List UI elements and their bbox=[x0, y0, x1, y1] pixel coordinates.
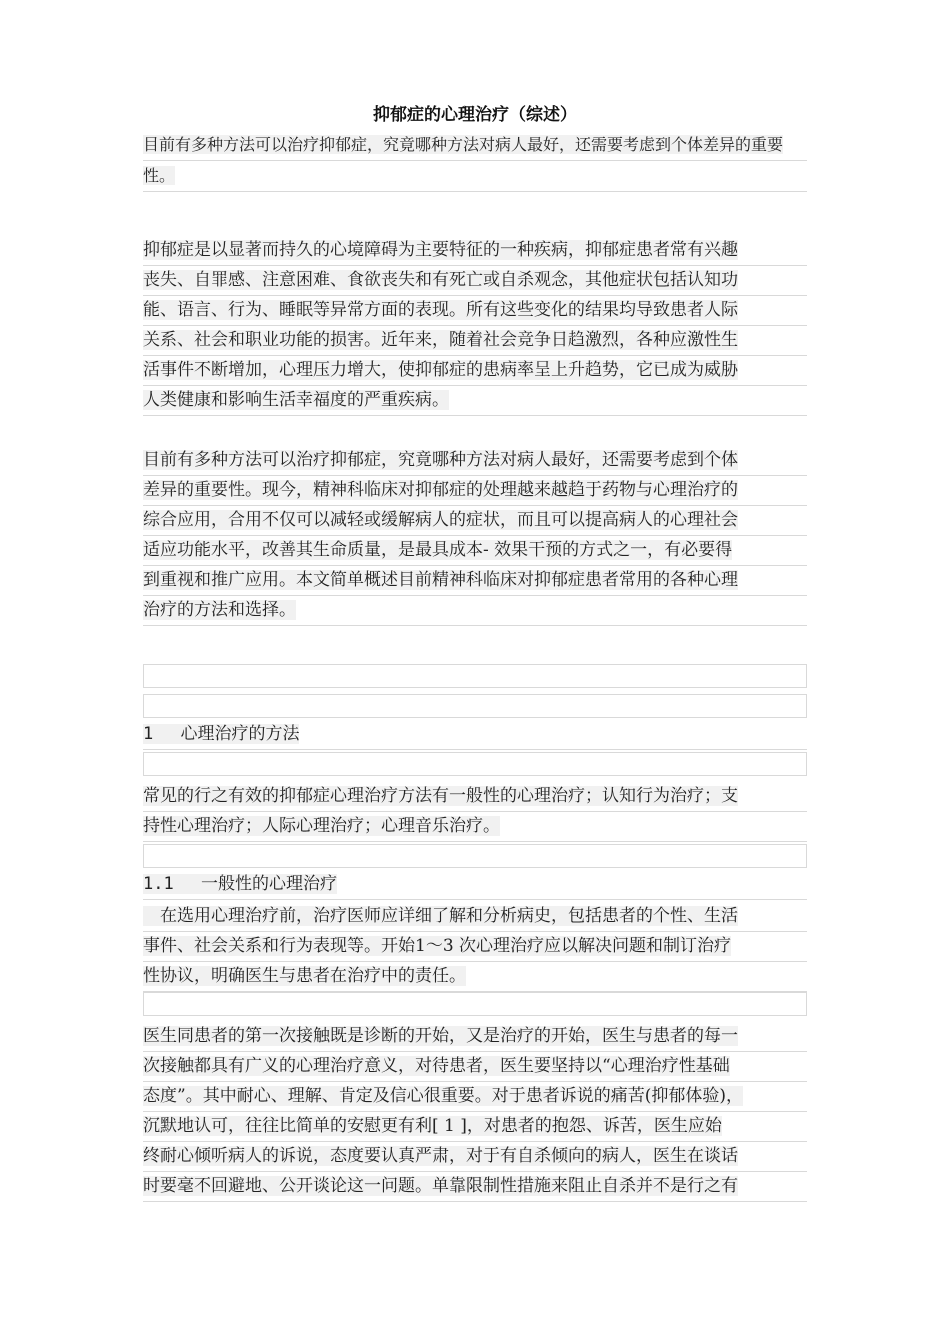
intro-paragraph bbox=[143, 130, 807, 192]
paragraph-line: 性协议，明确医生与患者在治疗中的责任。 bbox=[143, 962, 807, 992]
empty-row bbox=[143, 752, 807, 776]
section-1-1 bbox=[143, 870, 807, 900]
paragraph-line: 沉默地认可，往往比简单的安慰更有利[ 1 ]，对患者的抱怨、诉苦，医生应始 bbox=[143, 1112, 807, 1142]
paragraph-line: 治疗的方法和选择。 bbox=[143, 596, 807, 626]
empty-row bbox=[143, 664, 807, 688]
paragraph-line: 抑郁症是以显著而持久的心境障碍为主要特征的一种疾病，抑郁症患者常有兴趣 bbox=[143, 236, 807, 266]
document-title: 抑郁症的心理治疗（综述） bbox=[373, 105, 577, 125]
paragraph-line: 活事件不断增加，心理压力增大，使抑郁症的患病率呈上升趋势，它已成为威胁 bbox=[143, 356, 807, 386]
paragraph-1 bbox=[143, 236, 807, 416]
paragraph-line: 适应功能水平，改善其生命质量，是最具成本- 效果干预的方式之一，有必要得 bbox=[143, 536, 807, 566]
paragraph-line: 到重视和推广应用。本文简单概述目前精神科临床对抑郁症患者常用的各种心理 bbox=[143, 566, 807, 596]
paragraph-3 bbox=[143, 782, 807, 842]
paragraph-line: 目前有多种方法可以治疗抑郁症，究竟哪种方法对病人最好，还需要考虑到个体 bbox=[143, 446, 807, 476]
paragraph-line: 医生同患者的第一次接触既是诊断的开始，又是治疗的开始，医生与患者的每一 bbox=[143, 1022, 807, 1052]
paragraph-line: 在选用心理治疗前，治疗医师应详细了解和分析病史，包括患者的个性、生活 bbox=[143, 902, 807, 932]
paragraph-line: 次接触都具有广义的心理治疗意义，对待患者，医生要坚持以“心理治疗性基础 bbox=[143, 1052, 807, 1082]
paragraph-line: 人类健康和影响生活幸福度的严重疾病。 bbox=[143, 386, 807, 416]
paragraph-line: 能、语言、行为、睡眠等异常方面的表现。所有这些变化的结果均导致患者人际 bbox=[143, 296, 807, 326]
empty-row bbox=[143, 992, 807, 1016]
paragraph-line: 性。 bbox=[143, 161, 807, 192]
paragraph-line: 关系、社会和职业功能的损害。近年来，随着社会竞争日趋激烈，各种应激性生 bbox=[143, 326, 807, 356]
section-heading: 1.1 一般性的心理治疗 bbox=[143, 870, 807, 900]
paragraph-2 bbox=[143, 446, 807, 626]
section-1 bbox=[143, 720, 807, 750]
section-heading: 1 心理治疗的方法 bbox=[143, 720, 807, 750]
paragraph-line: 态度”。其中耐心、理解、肯定及信心很重要。对于患者诉说的痛苦(抑郁体验)， bbox=[143, 1082, 807, 1112]
paragraph-line: 持性心理治疗；人际心理治疗；心理音乐治疗。 bbox=[143, 812, 807, 842]
paragraph-line: 终耐心倾听病人的诉说，态度要认真严肃，对于有自杀倾向的病人，医生在谈话 bbox=[143, 1142, 807, 1172]
paragraph-line: 时要毫不回避地、公开谈论这一问题。单靠限制性措施来阻止自杀并不是行之有 bbox=[143, 1172, 807, 1202]
paragraph-line: 目前有多种方法可以治疗抑郁症，究竟哪种方法对病人最好，还需要考虑到个体差异的重要 bbox=[143, 130, 807, 161]
paragraph-4 bbox=[143, 902, 807, 992]
paragraph-line: 综合应用，合用不仅可以减轻或缓解病人的症状，而且可以提高病人的心理社会 bbox=[143, 506, 807, 536]
paragraph-line: 丧失、自罪感、注意困难、食欲丧失和有死亡或自杀观念，其他症状包括认知功 bbox=[143, 266, 807, 296]
paragraph-5 bbox=[143, 1022, 807, 1202]
paragraph-line: 差异的重要性。现今，精神科临床对抑郁症的处理越来越趋于药物与心理治疗的 bbox=[143, 476, 807, 506]
paragraph-line: 事件、社会关系和行为表现等。开始1～3 次心理治疗应以解决问题和制订治疗 bbox=[143, 932, 807, 962]
empty-row bbox=[143, 844, 807, 868]
paragraph-line: 常见的行之有效的抑郁症心理治疗方法有一般性的心理治疗；认知行为治疗；支 bbox=[143, 782, 807, 812]
empty-row bbox=[143, 694, 807, 718]
